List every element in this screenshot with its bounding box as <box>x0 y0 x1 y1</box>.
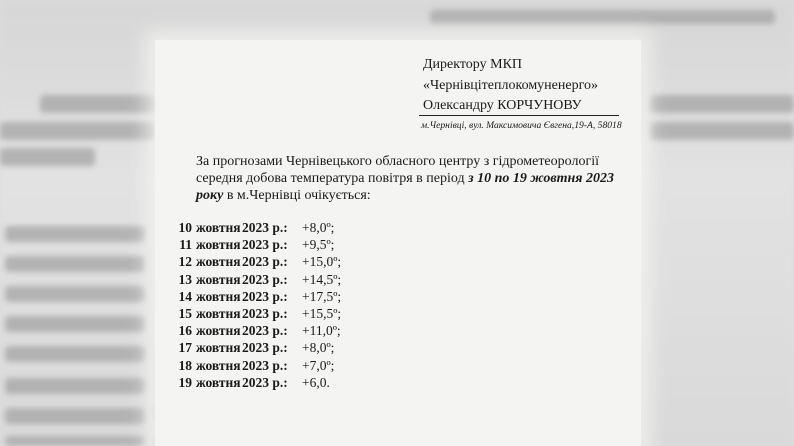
forecast-year: 2023 р.: <box>242 305 288 321</box>
blurred-row <box>5 436 145 446</box>
blurred-text-line <box>650 95 794 113</box>
addressee-address: м.Чернівці, вул. Максимовича Євгена,19-А, 58018 <box>421 120 622 131</box>
document-page <box>155 40 641 446</box>
forecast-year: 2023 р.: <box>242 271 288 287</box>
blurred-row <box>5 378 145 394</box>
blurred-text-line <box>0 122 155 140</box>
forecast-month: жовтня <box>196 237 241 253</box>
forecast-temperature: +8,0º; <box>302 220 335 235</box>
intro-text-start: За прогнозами Чернівецького обласного центру з гідрометеорології середня добова температура повітря в період <box>196 154 599 186</box>
blurred-address-line <box>430 10 775 24</box>
forecast-year: 2023 р.: <box>242 374 288 390</box>
forecast-month: жовтня <box>196 340 241 356</box>
forecast-day: 15 <box>178 305 192 321</box>
forecast-day: 18 <box>178 357 192 373</box>
forecast-temperature: +9,5º; <box>302 237 335 253</box>
address-underline <box>419 115 619 116</box>
forecast-day: 13 <box>178 271 192 287</box>
blurred-row <box>5 346 145 362</box>
forecast-year: 2023 р.: <box>242 323 288 339</box>
forecast-month: жовтня <box>196 254 241 270</box>
intro-text-end: в м.Чернівці очікується: <box>223 188 371 203</box>
forecast-day: 11 <box>179 237 192 253</box>
forecast-temperature: +15,0º; <box>302 254 342 270</box>
forecast-temperature: +7,0º; <box>302 357 335 373</box>
addressee-block <box>423 55 598 117</box>
forecast-day: 12 <box>178 254 192 270</box>
forecast-day: 14 <box>178 288 192 304</box>
blurred-row <box>5 256 145 272</box>
forecast-month: жовтня <box>196 288 241 304</box>
forecast-temperature: +8,0º; <box>302 340 335 356</box>
forecast-month: жовтня <box>196 357 241 373</box>
forecast-day: 17 <box>178 340 192 356</box>
addressee-name: Олександру КОРЧУНОВУ <box>423 98 582 113</box>
forecast-temperature: +17,5º; <box>302 288 342 304</box>
forecast-month: жовтня <box>196 271 241 287</box>
blurred-text-line <box>650 122 794 140</box>
forecast-day: 19 <box>178 374 192 390</box>
intro-paragraph <box>196 153 626 204</box>
forecast-year: 2023 р.: <box>242 237 288 253</box>
blurred-row <box>5 226 145 242</box>
forecast-day: 10 <box>178 220 192 235</box>
forecast-month: жовтня <box>196 374 241 390</box>
blurred-row <box>5 316 145 332</box>
forecast-temperature: +11,0º; <box>302 323 341 339</box>
forecast-year: 2023 р.: <box>242 340 288 356</box>
forecast-month: жовтня <box>196 323 241 339</box>
blurred-row <box>5 286 145 302</box>
forecast-month: жовтня <box>196 220 241 235</box>
forecast-month: жовтня <box>196 305 241 321</box>
blurred-row <box>5 408 145 424</box>
intro-period: з 10 по 19 жовтня 2023 року <box>196 171 614 203</box>
forecast-year: 2023 р.: <box>242 288 288 304</box>
forecast-temperature: +6,0. <box>302 374 330 390</box>
forecast-year: 2023 р.: <box>242 357 288 373</box>
addressee-organization: «Чернівцітеплокомуненерго» <box>423 77 598 93</box>
forecast-temperature: +15,5º; <box>302 305 342 321</box>
forecast-year: 2023 р.: <box>242 220 288 235</box>
addressee-title: Директору МКП <box>423 57 523 72</box>
blurred-text-line <box>0 148 95 166</box>
blurred-text-line <box>40 95 155 113</box>
forecast-year: 2023 р.: <box>242 254 288 270</box>
forecast-day: 16 <box>178 323 192 339</box>
forecast-temperature: +14,5º; <box>302 271 342 287</box>
